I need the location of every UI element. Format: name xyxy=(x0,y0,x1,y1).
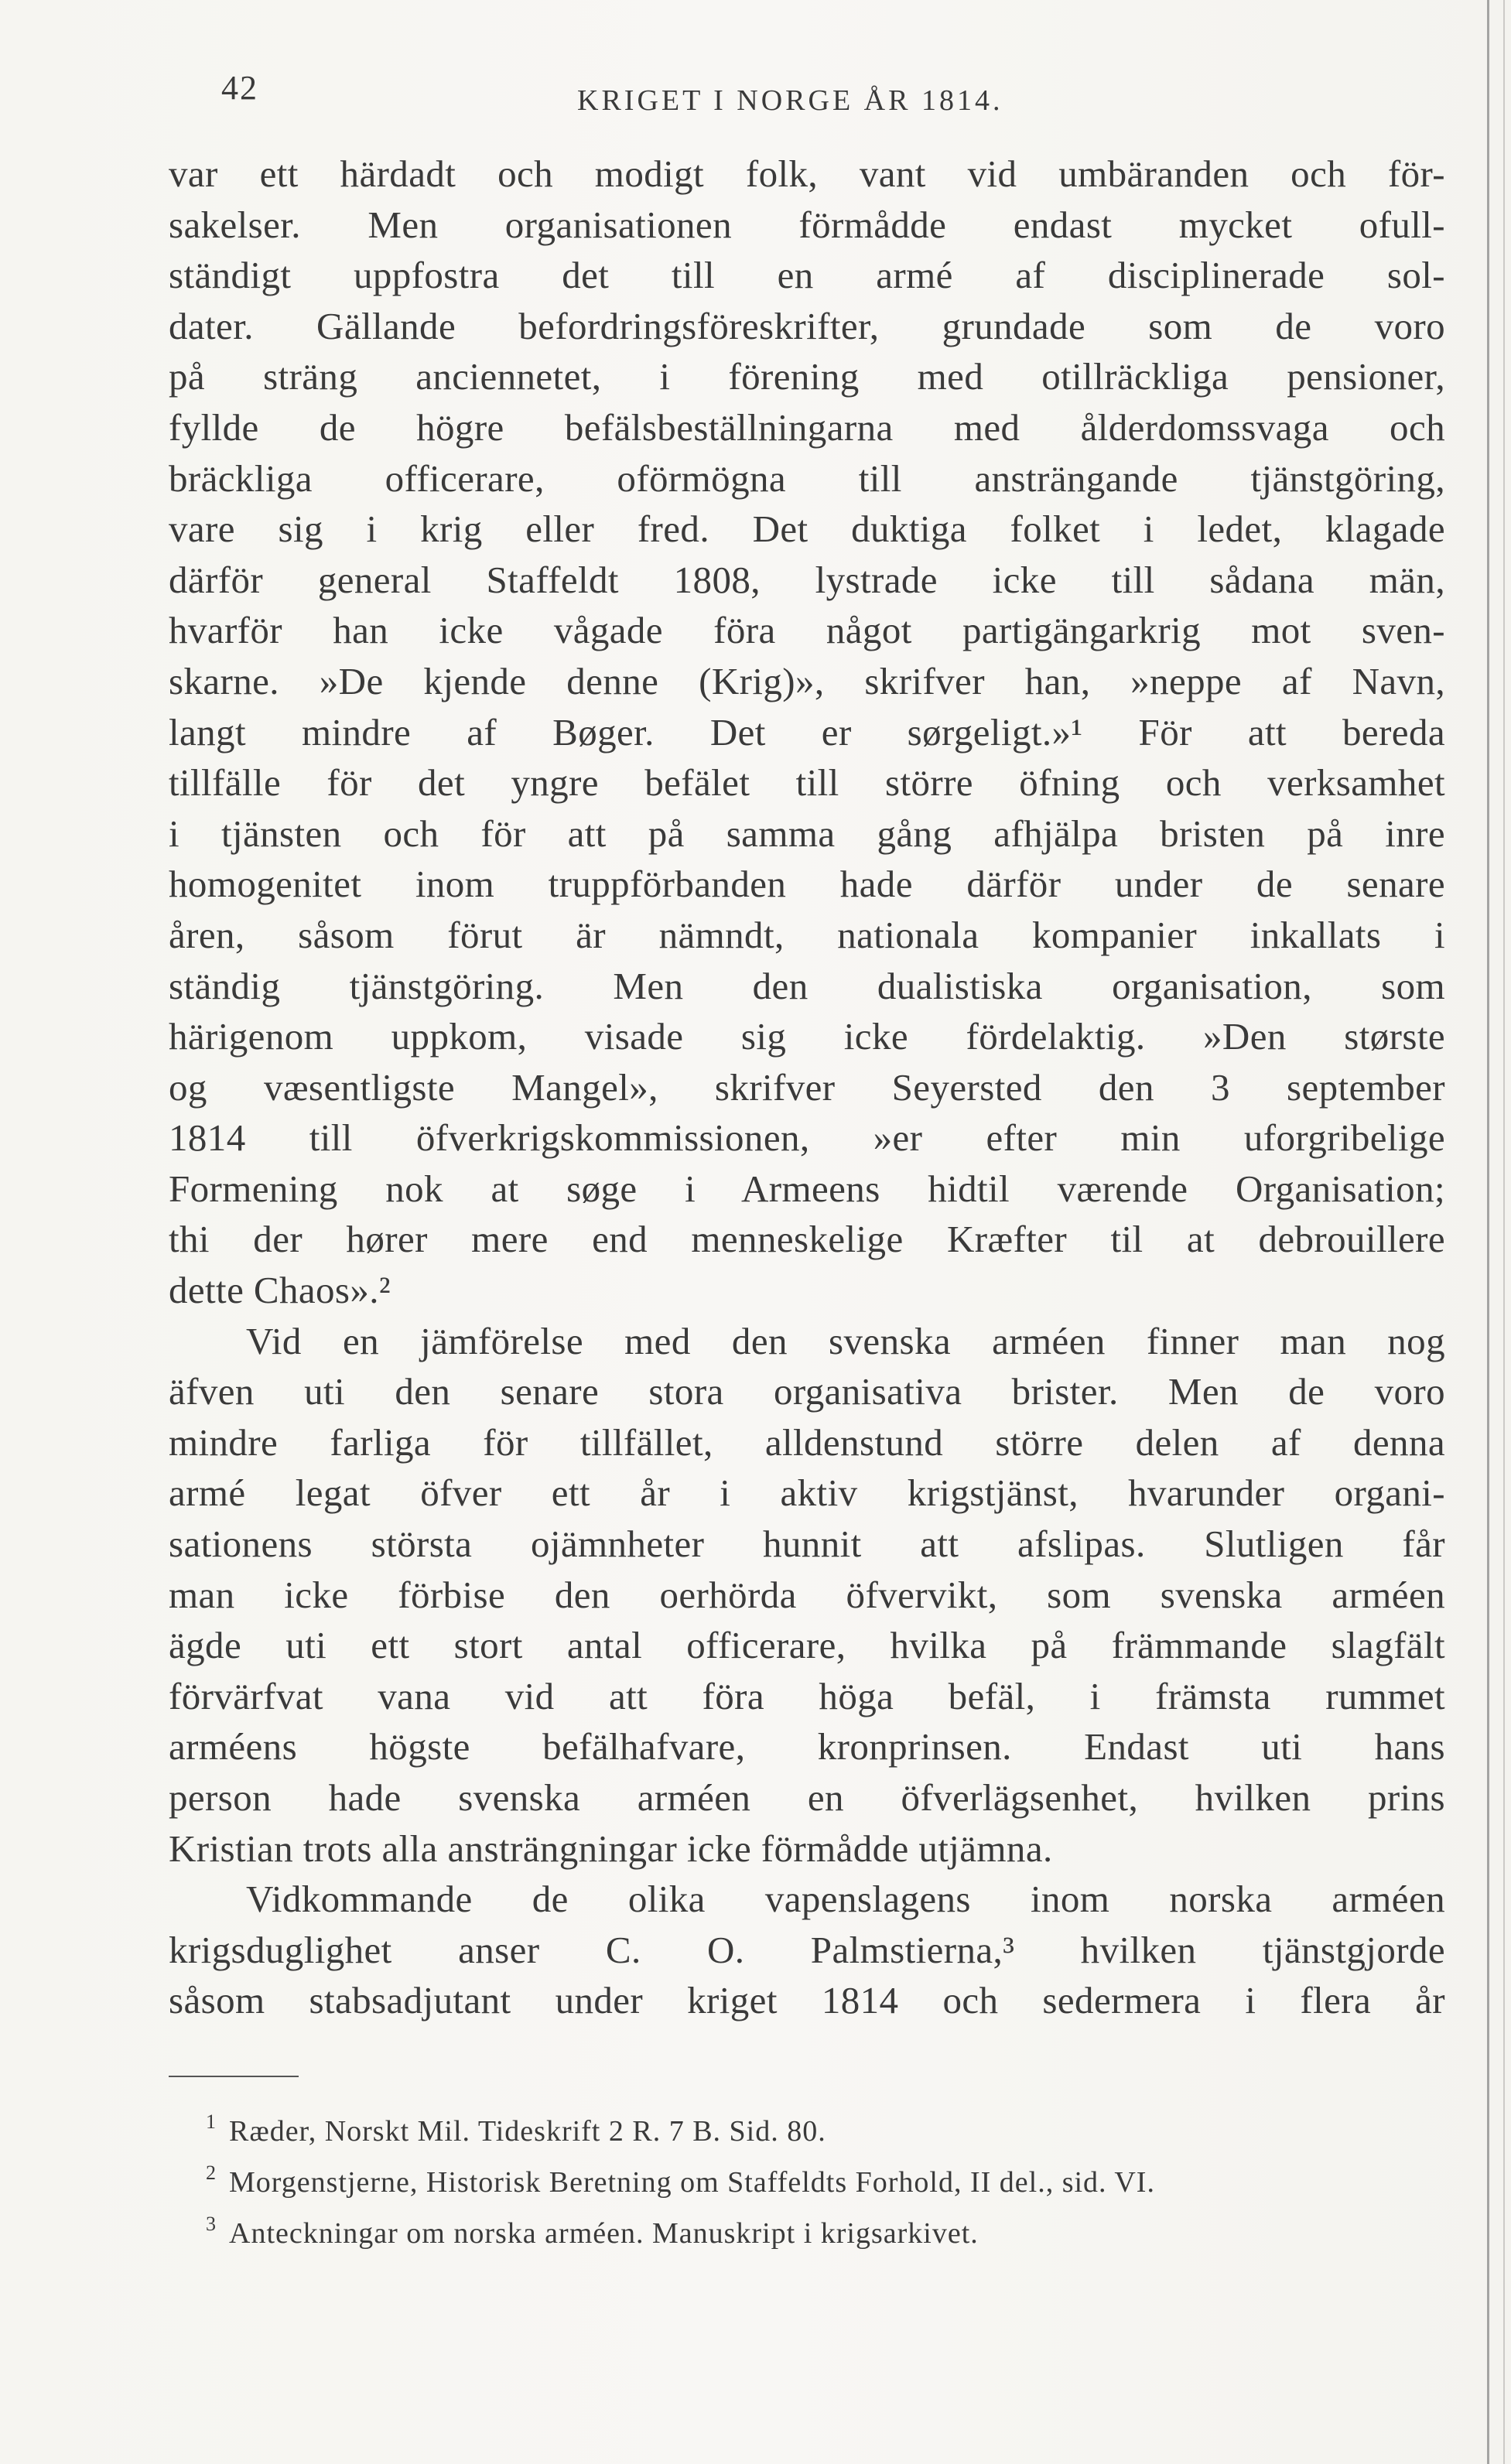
text-line: homogenitet inom truppförbanden hade därför under de senare xyxy=(169,863,1445,906)
text-line: på sträng anciennetet, i förening med otillräckliga pensioner, xyxy=(169,355,1445,398)
footnote-text: Morgenstjerne, Historisk Beretning om Staffeldts Forhold, II del., sid. VI. xyxy=(229,2166,1155,2199)
text-line: vare sig i krig eller fred. Det duktiga folket i ledet, klagade xyxy=(169,507,1445,551)
footnote xyxy=(206,2157,1405,2208)
footnote-mark: 1 xyxy=(206,2110,217,2133)
text-line: hvarför han icke vågade föra något partigängarkrig mot sven- xyxy=(169,609,1445,652)
text-line: tillfälle för det yngre befälet till större öfning och verksamhet xyxy=(169,761,1445,805)
text-line: i tjänsten och för att på samma gång afhjälpa bristen på inre xyxy=(169,812,1445,855)
text-line: förvärfvat vana vid att föra höga befäl, i främsta rummet xyxy=(169,1674,1445,1717)
text-line: arméens högste befälhafvare, kronprinsen. Endast uti hans xyxy=(169,1725,1445,1769)
text-line: ständigt uppfostra det till en armé af disciplinerade sol- xyxy=(169,254,1445,297)
footnote xyxy=(206,2208,1405,2259)
footnote-text: Ræder, Norskt Mil. Tideskrift 2 R. 7 B. Sid. 80. xyxy=(229,2115,826,2148)
body-text xyxy=(169,149,1445,2026)
text-line: åren, såsom förut är nämndt, nationala kompanier inkallats i xyxy=(169,913,1445,956)
paragraph-start-line: Vidkommande de olika vapenslagens inom norska arméen xyxy=(246,1878,1445,1921)
text-line: sationens största ojämnheter hunnit att afslipas. Slutligen får xyxy=(169,1522,1445,1566)
page-edge-line xyxy=(1503,0,1505,2464)
text-line: person hade svenska arméen en öfverlägsenhet, hvilken prins xyxy=(169,1776,1445,1819)
text-line: äfven uti den senare stora organisativa brister. Men de voro xyxy=(169,1370,1445,1413)
text-line: bräckliga officerare, oförmögna till ansträngande tjänstgöring, xyxy=(169,456,1445,500)
text-line: armé legat öfver ett år i aktiv krigstjänst, hvarunder organi- xyxy=(169,1471,1445,1515)
text-line: dater. Gällande befordringsföreskrifter, grundade som de voro xyxy=(169,304,1445,347)
page-edge-shadow xyxy=(1487,0,1489,2464)
page-header xyxy=(0,68,1511,122)
text-line: därför general Staffeldt 1808, lystrade icke till sådana män, xyxy=(169,558,1445,601)
footnote-mark: 3 xyxy=(206,2213,217,2235)
text-line: fyllde de högre befälsbeställningarna med ålderdomssvaga och xyxy=(169,405,1445,449)
text-line: härigenom uppkom, visade sig icke fördelaktig. »Den største xyxy=(169,1015,1445,1058)
text-line: mindre farliga för tillfället, alldenstund större delen af denna xyxy=(169,1420,1445,1464)
text-line: ständig tjänstgöring. Men den dualistiska organisation, som xyxy=(169,964,1445,1007)
text-line: såsom stabsadjutant under kriget 1814 och sedermera i flera år xyxy=(169,1979,1445,2022)
text-line: 1814 till öfverkrigskommissionen, »er efter min uforgribelige xyxy=(169,1116,1445,1160)
text-line: krigsduglighet anser C. O. Palmstierna,³ hvilken tjänstgjorde xyxy=(169,1928,1445,1971)
text-line: langt mindre af Bøger. Det er sørgeligt.»¹ För att bereda xyxy=(169,710,1445,754)
footnote xyxy=(206,2106,1405,2157)
text-line: man icke förbise den oerhörda öfvervikt, som svenska arméen xyxy=(169,1573,1445,1616)
text-line: sakelser. Men organisationen förmådde endast mycket ofull- xyxy=(169,203,1445,246)
text-line: ägde uti ett stort antal officerare, hvilka på främmande slagfält xyxy=(169,1624,1445,1667)
running-head: KRIGET I NORGE ÅR 1814. xyxy=(577,84,1003,117)
text-line: og væsentligste Mangel», skrifver Seyersted den 3 september xyxy=(169,1065,1445,1109)
text-line: thi der hører mere end menneskelige Kræfter til at debrouillere xyxy=(169,1218,1445,1261)
paragraph-start-line: Vid en jämförelse med den svenska arméen finner man nog xyxy=(246,1319,1445,1362)
text-line: Formening nok at søge i Armeens hidtil værende Organisation; xyxy=(169,1167,1445,1210)
footnote-mark: 2 xyxy=(206,2162,217,2184)
text-line: var ett härdadt och modigt folk, vant vid umbäranden och för- xyxy=(169,152,1445,195)
text-line: skarne. »De kjende denne (Krig)», skrifver han, »neppe af Navn, xyxy=(169,659,1445,702)
footnote-rule xyxy=(169,2076,299,2077)
paragraph-end-line: Kristian trots alla ansträngningar icke förmådde utjämna. xyxy=(169,1827,1053,1870)
page-number: 42 xyxy=(221,69,258,107)
footnotes xyxy=(206,2106,1405,2259)
footnote-text: Anteckningar om norska arméen. Manuskript i krigsarkivet. xyxy=(229,2217,979,2250)
paragraph-end-line: dette Chaos».² xyxy=(169,1269,391,1312)
